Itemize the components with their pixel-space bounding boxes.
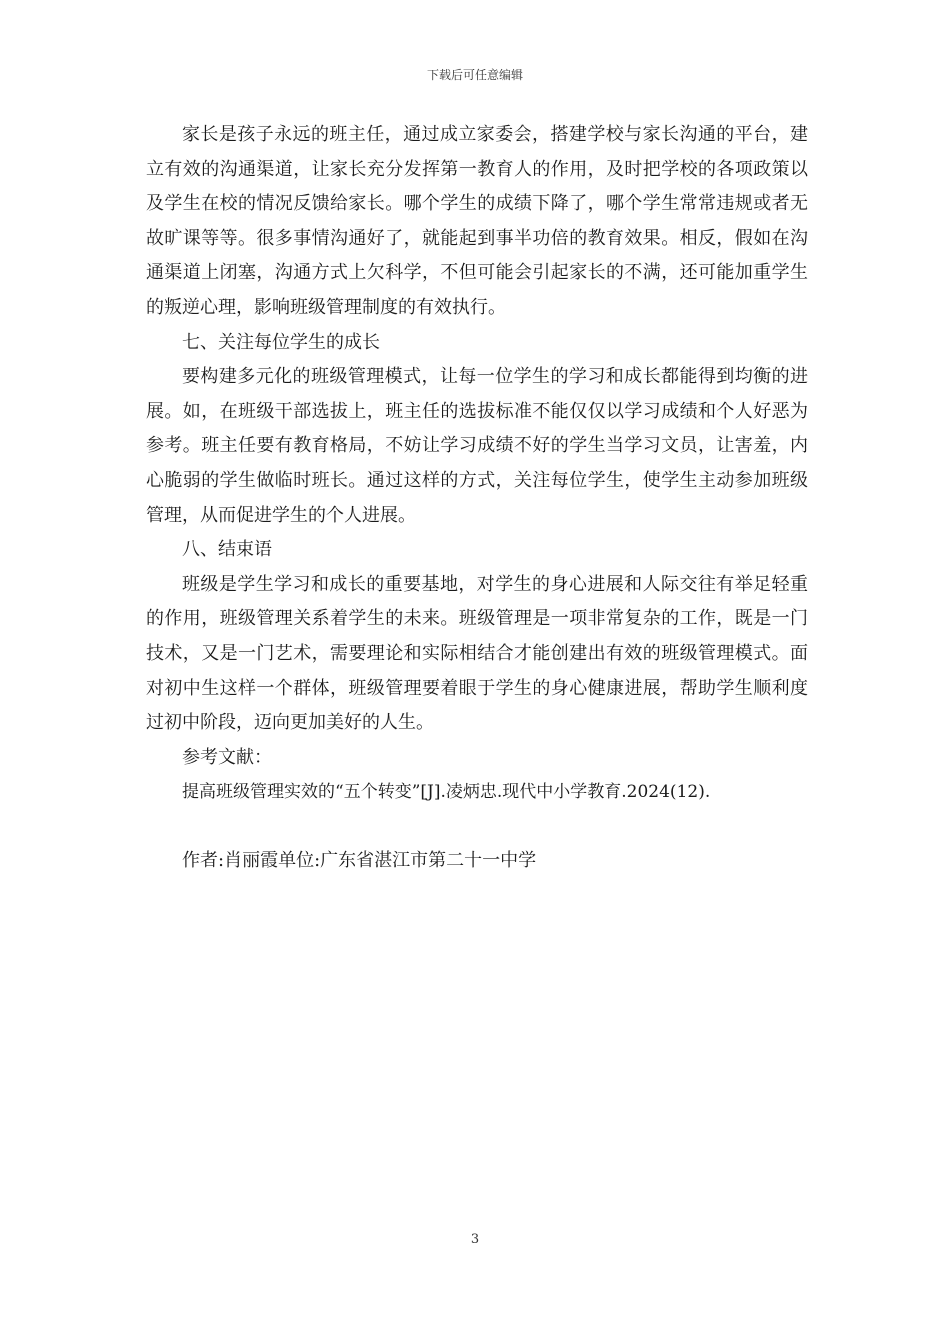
document-body: [146, 118, 808, 879]
references-label: 参考文献：: [182, 746, 272, 768]
paragraph-conclusion: 班级是学生学习和成长的重要基地，对学生的身心进展和人际交往有举足轻重的作用，班级管理关系着学生的未来。班级管理是一项非常复杂的工作，既是一门技术，又是一门艺术，需要理论和实际相结合才能创建出有效的班级管理模式。面对初中生这样一个群体，班级管理要着眼于学生的身心健康进展，帮助学生顺利度过初中阶段，迈向更加美好的人生。: [146, 573, 808, 734]
paragraph-student-growth: 要构建多元化的班级管理模式，让每一位学生的学习和成长都能得到均衡的进展。如，在班级干部选拔上，班主任的选拔标准不能仅仅以学习成绩和个人好恶为参考。班主任要有教育格局，不妨让学习成绩不好的学生当学习文员，让害羞，内心脆弱的学生做临时班长。通过这样的方式，关注每位学生，使学生主动参加班级管理，从而促进学生的个人进展。: [146, 366, 808, 526]
page-number: 3: [470, 1232, 480, 1247]
blank-line: [146, 810, 808, 845]
paragraph-parent-communication: 家长是孩子永远的班主任，通过成立家委会，搭建学校与家长沟通的平台，建立有效的沟通渠道，让家长充分发挥第一教育人的作用，及时把学校的各项政策以及学生在校的情况反馈给家长。哪个学生的成绩下降了，哪个学生常常违规或者无故旷课等等。很多事情沟通好了，就能起到事半功倍的教育效果。相反，假如在沟通渠道上闭塞，沟通方式上欠科学，不但可能会引起家长的不满，还可能加重学生的叛逆心理，影响班级管理制度的有效执行。: [146, 124, 808, 318]
section-heading-eight: 八、结束语: [182, 539, 272, 561]
section-heading-seven: 七、关注每位学生的成长: [182, 331, 380, 353]
author-line: 作者:肖丽霞单位:广东省湛江市第二十一中学: [182, 850, 537, 872]
reference-item: 提高班级管理实效的“五个转变”[J].凌炳忠.现代中小学教育.2024(12).: [182, 782, 711, 803]
page-header: 下载后可任意编辑: [426, 68, 523, 82]
